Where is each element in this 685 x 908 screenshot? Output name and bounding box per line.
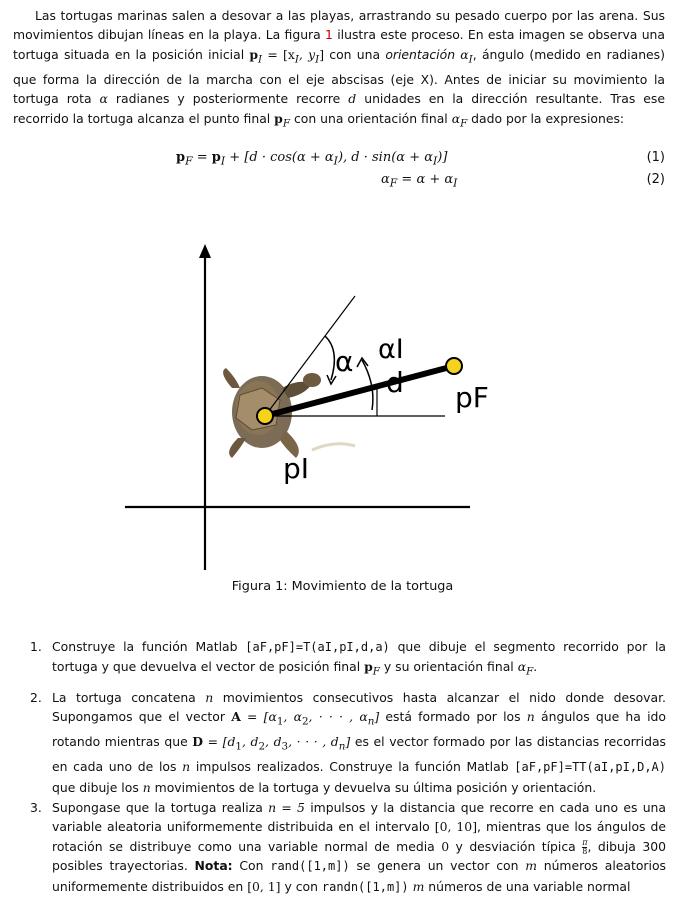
turtle-image	[223, 368, 355, 458]
initial-point	[257, 408, 273, 424]
intro-text-2: ilustra este proceso. En esta imagen se observa una tortuga situada en la posición inicial	[13, 27, 666, 62]
code-function-t: [aF,pF]=T(aI,pI,d,a)	[245, 640, 390, 654]
label-pi: pI	[283, 452, 310, 485]
figure-caption: Figura 1: Movimiento de la tortuga	[231, 579, 454, 594]
label-pf: pF	[455, 381, 489, 414]
list-item-3: 3. Supongase que la tortuga realiza n = 5 impulsos y la distancia que recorre en cada uno es una variable aleatoria uniformemente distribuida en el intervalo [0, 10], mientras que los ángulos de rotación se distribuye como una variable normal de media 0 y desviación típica $\frac{\pi}{8}$ , dibuja 300 posibles trayectorias. Nota: Con rand([1,m]) se genera un vector con m números aleatorios uniformemente distribuidos en [0, 1] y con randn([1,m]) m números de una variable normal	[30, 800, 666, 894]
label-alpha: α	[335, 345, 354, 378]
equation-1: $p_F = p_I + [d \cdot \cos(\alpha + \alpha_I)$, $d \cdot \sin(\alpha + \alpha_I)$]	[176, 150, 448, 168]
list-item-2: 2. La tortuga concatena n movimientos consecutivos hasta alcanzar el nido donde desovar. Supongamos que el vector $A = [\alpha_1$, $\alpha_2$, · · · , $\alpha_n$] está formado por los n ángulos que ha ido rotando mientras que $D = [d_1$, $d_2$, $d_3$, · · · , $d_n$] es el vector formado por las distancias recorridas en cada uno de los n impulsos realizados. Construye la función Matlab [aF,pF]=TT(aI,pI,D,A) que dibuje los n movimientos de la tortuga y devuelva su última posición y orientación.	[30, 690, 667, 795]
code-function-tt: [aF,pF]=TT(aI,pI,D,A)	[514, 760, 666, 775]
code-randn: randn([1,m])	[321, 879, 409, 894]
nota-label: Nota:	[194, 858, 233, 874]
emphasis-orientacion: orientación	[385, 46, 456, 62]
equation-1-number: (1)	[646, 150, 665, 165]
turtle-movement-figure	[110, 238, 580, 578]
code-rand: rand([1,m])	[270, 859, 350, 874]
fraction-pi-over-8: $\frac{\pi}{8}$	[582, 837, 588, 856]
label-alpha-i: αI	[378, 334, 404, 365]
alpha-arc	[325, 336, 334, 380]
list-item-1: 1. Construye la función Matlab [aF,pF]=T(aI,pI,d,a) que dibuje el segmento recorrido por la tortuga y que devuelva el vector de posición final $p_F$ y su orientación final $\alpha_F$.	[30, 639, 666, 678]
equation-2: $\alpha_F = \alpha + \alpha_I$	[381, 172, 458, 190]
math-pi: p	[249, 46, 259, 62]
label-d: d	[386, 366, 404, 399]
figure-reference-link[interactable]: 1	[325, 27, 333, 43]
alpha-i-arc-arrow	[357, 358, 368, 367]
y-axis-arrowhead	[199, 244, 211, 258]
intro-paragraph: Las tortugas marinas salen a desovar a las playas, arrastrando su pesado cuerpo por las arena. Sus movimientos dibujan líneas en la playa. La figura 1 ilustra este proceso. En esta imagen se observa una tortuga situada en la posición inicial $p_I = [x_I$, $y_I$] con una orientación $\alpha_I$, ángulo (medido en radianes) que forma la dirección de la marcha con el eje abscisas (eje X). Antes de iniciar su movimiento la tortuga rota α radianes y posteriormente recorre d unidades en la dirección resultante. Tras ese recorrido la tortuga alcanza el punto final $p_F$ con una orientación final $\alpha_F$ dado por la expresiones:	[13, 8, 666, 129]
equation-2-number: (2)	[646, 172, 665, 187]
final-point	[446, 358, 462, 374]
intro-text-1: Las tortugas marinas salen a desovar a las playas, arrastrando su pesado cuerpo por las arena. Sus movimientos dibujan líneas en la playa. La figura	[13, 8, 665, 43]
